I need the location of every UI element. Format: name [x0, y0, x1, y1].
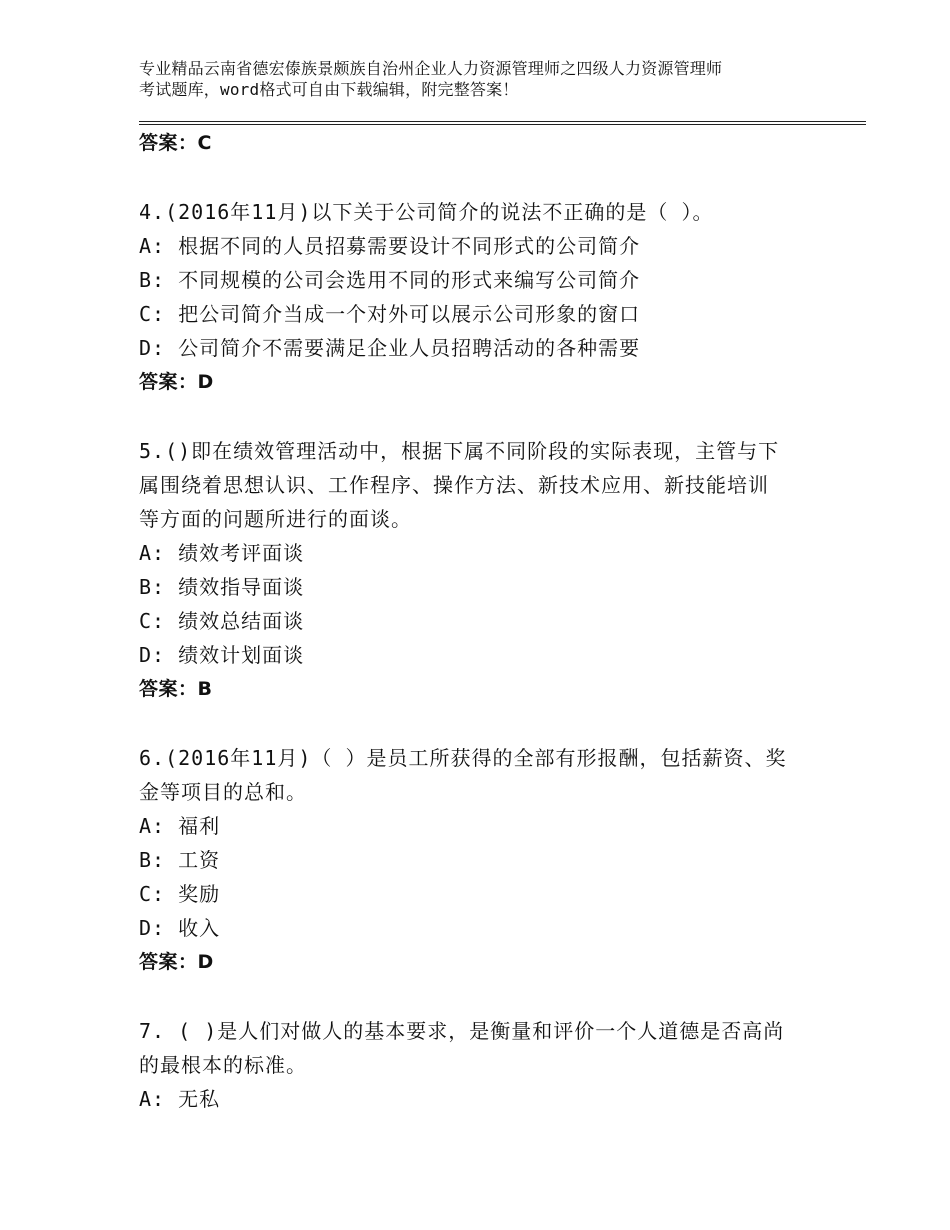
question-5-option-a: A: 绩效考评面谈 [139, 541, 305, 565]
answer-5: 答案：B [139, 678, 213, 700]
question-6-option-b: B: 工资 [139, 848, 221, 872]
question-7-text-2: 的最根本的标准。 [139, 1053, 307, 1077]
question-7-text-1: 7. ( )是人们对做人的基本要求，是衡量和评价一个人道德是否高尚 [139, 1019, 785, 1043]
question-5-option-d: D: 绩效计划面谈 [139, 643, 305, 667]
header-line-2: 考试题库，word格式可自由下载编辑，附完整答案！ [139, 80, 519, 99]
question-5-text-1: 5.()即在绩效管理活动中，根据下属不同阶段的实际表现，主管与下 [139, 439, 780, 463]
question-6-option-a: A: 福利 [139, 814, 221, 838]
answer-6: 答案：D [139, 951, 214, 973]
question-5-option-b: B: 绩效指导面谈 [139, 575, 305, 599]
question-5-option-c: C: 绩效总结面谈 [139, 609, 305, 633]
question-4-option-d: D: 公司简介不需要满足企业人员招聘活动的各种需要 [139, 336, 641, 360]
question-4-option-b: B: 不同规模的公司会选用不同的形式来编写公司简介 [139, 268, 641, 292]
header-divider [139, 121, 866, 125]
header-line-1: 专业精品云南省德宏傣族景颇族自治州企业人力资源管理师之四级人力资源管理师 [139, 59, 723, 78]
question-6-option-c: C: 奖励 [139, 882, 221, 906]
question-6-text-2: 金等项目的总和。 [139, 780, 307, 804]
question-5-text-3: 等方面的问题所进行的面谈。 [139, 507, 412, 531]
question-6-option-d: D: 收入 [139, 916, 221, 940]
answer-3: 答案：C [139, 132, 212, 154]
question-7-option-a: A: 无私 [139, 1087, 221, 1111]
question-5-text-2: 属围绕着思想认识、工作程序、操作方法、新技术应用、新技能培训 [139, 473, 769, 497]
question-4-option-c: C: 把公司简介当成一个对外可以展示公司形象的窗口 [139, 302, 641, 326]
question-4-text: 4.(2016年11月)以下关于公司简介的说法不正确的是（ ）。 [139, 200, 714, 224]
question-4-option-a: A: 根据不同的人员招募需要设计不同形式的公司简介 [139, 234, 641, 258]
document-header [139, 58, 839, 100]
question-6-text-1: 6.(2016年11月)（ ）是员工所获得的全部有形报酬，包括薪资、奖 [139, 746, 787, 770]
answer-4: 答案：D [139, 371, 214, 393]
